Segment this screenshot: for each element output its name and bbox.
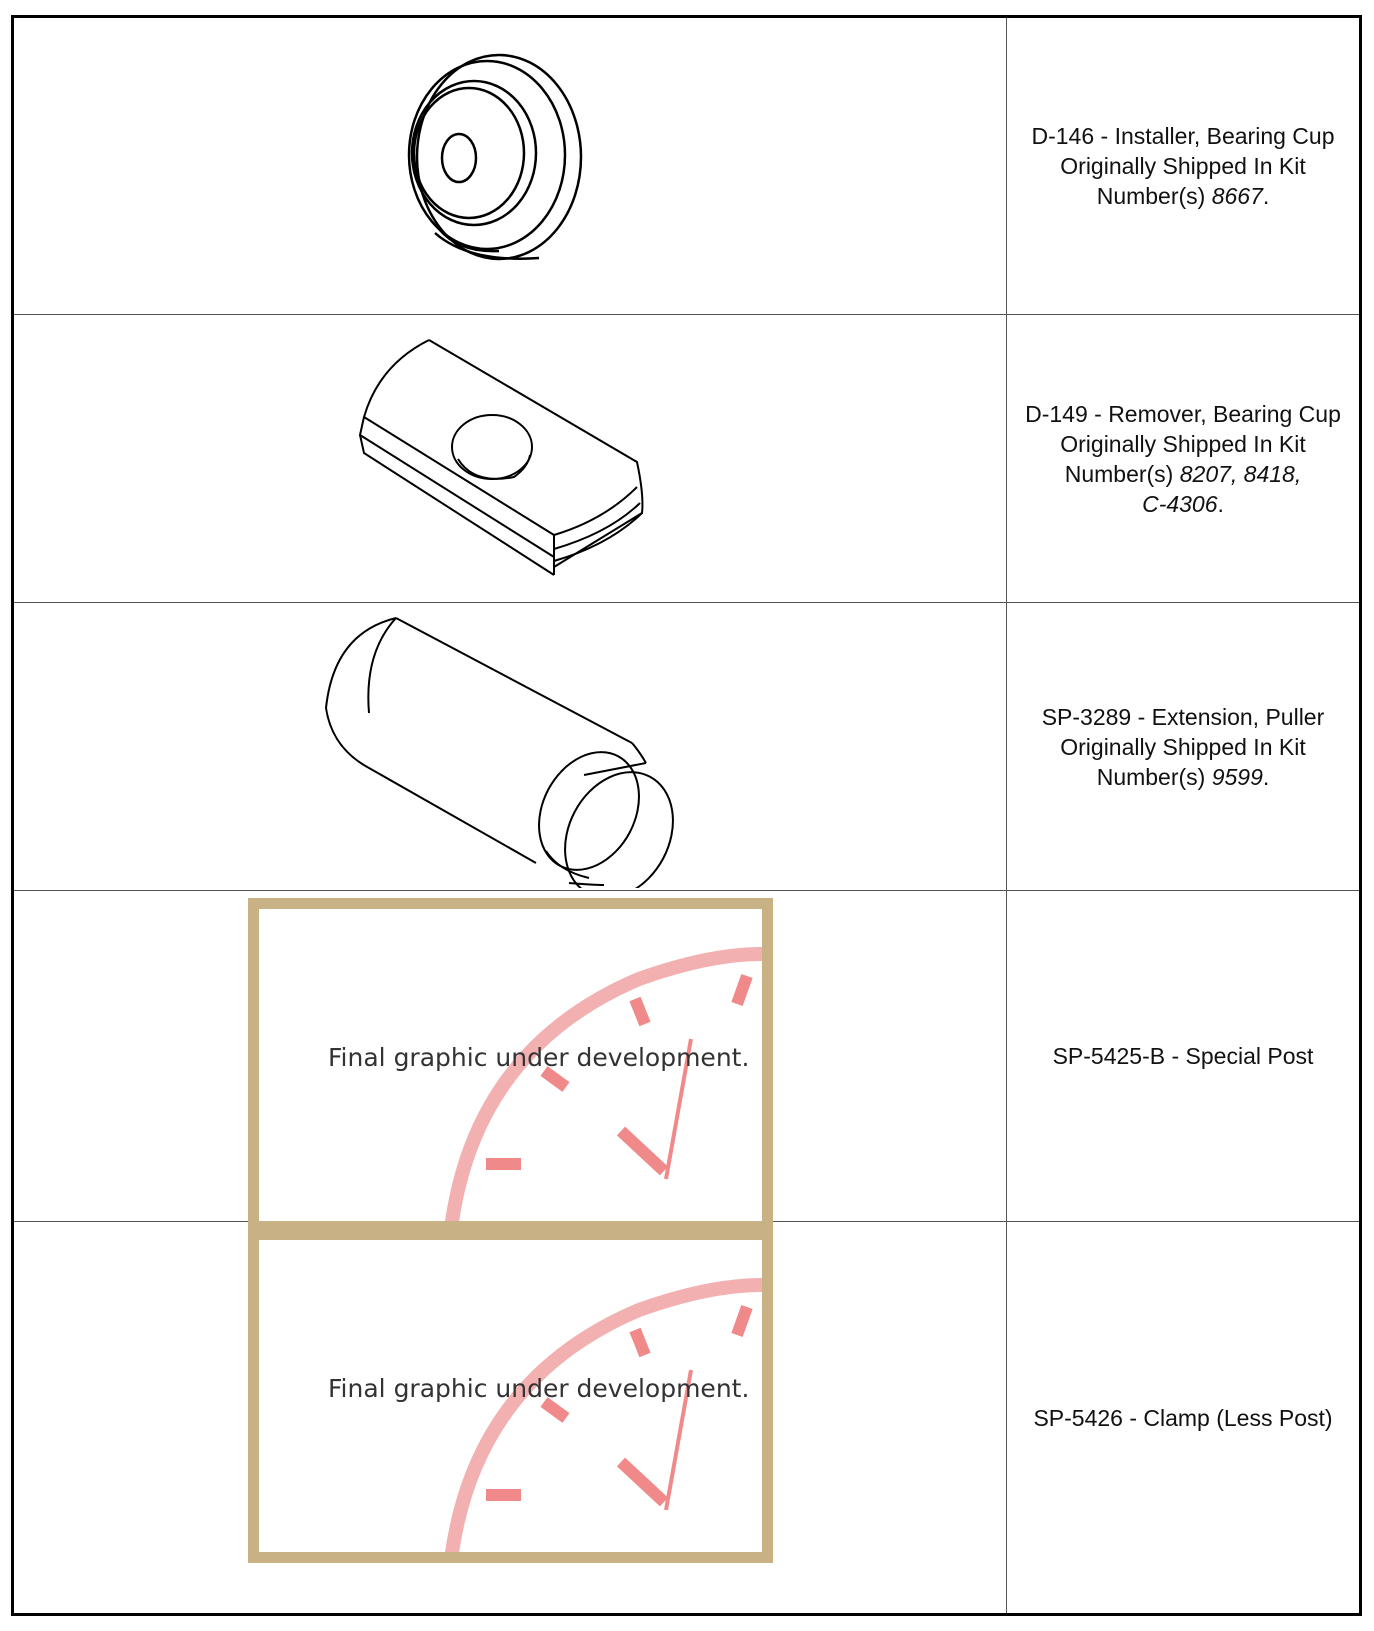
- description-cell: [1007, 1222, 1359, 1613]
- description-cell: [1007, 891, 1359, 1221]
- image-cell: [14, 315, 1007, 602]
- numbers-label: Number(s): [1096, 183, 1206, 209]
- tool-name: D-146 - Installer, Bearing Cup: [1031, 123, 1335, 149]
- tool-name: SP-5425-B - Special Post: [1052, 1043, 1314, 1069]
- numbers-label: Number(s): [1096, 763, 1206, 790]
- special-tools-table: [11, 15, 1362, 1616]
- tool-name: D-149 - Remover, Bearing Cup: [1025, 400, 1341, 427]
- shipped-label: Originally Shipped In Kit: [1060, 430, 1306, 457]
- image-cell: [14, 891, 1007, 1221]
- description-cell: SP-3289 - Extension, Puller Originally Shipped In Kit Number(s) 9599.: [1041, 703, 1325, 790]
- tool-name: SP-5426 - Clamp (Less Post): [1033, 1404, 1333, 1431]
- numbers-label: Number(s): [1064, 460, 1174, 487]
- bearing-cup-remover-drawing: [344, 335, 654, 585]
- placeholder-graphic: [248, 1229, 773, 1563]
- puller-extension-drawing: [314, 613, 684, 888]
- description-cell: D-149 - Remover, Bearing Cup Originally Shipped In Kit Number(s) 8207, 8418, C-4306.: [1025, 400, 1341, 517]
- tool-name: SP-3289 - Extension, Puller: [1041, 703, 1325, 730]
- table-row: [14, 603, 1359, 891]
- placeholder-graphic: [248, 898, 773, 1232]
- table-row: [14, 18, 1359, 315]
- description-cell: D-146 - Installer, Bearing Cup Originally Shipped In Kit Number(s) 8667.: [1031, 123, 1335, 209]
- image-cell: [14, 1222, 1007, 1613]
- placeholder-text: Final graphic under development.: [328, 1374, 750, 1403]
- kit-numbers: 8207, 8418,: [1179, 460, 1302, 487]
- placeholder-text: Final graphic under development.: [328, 1043, 750, 1072]
- table-row: [14, 315, 1359, 603]
- kit-numbers: C-4306: [1142, 490, 1218, 517]
- shipped-label: Originally Shipped In Kit: [1060, 733, 1306, 760]
- table-row: [14, 891, 1359, 1222]
- shipped-label: Originally Shipped In Kit: [1060, 153, 1306, 179]
- image-cell: [14, 603, 1007, 890]
- image-cell: [14, 18, 1007, 314]
- kit-numbers: 9599: [1211, 763, 1263, 790]
- bearing-cup-installer-drawing: [399, 53, 599, 265]
- table-row: [14, 1222, 1359, 1613]
- kit-numbers: 8667: [1211, 183, 1263, 209]
